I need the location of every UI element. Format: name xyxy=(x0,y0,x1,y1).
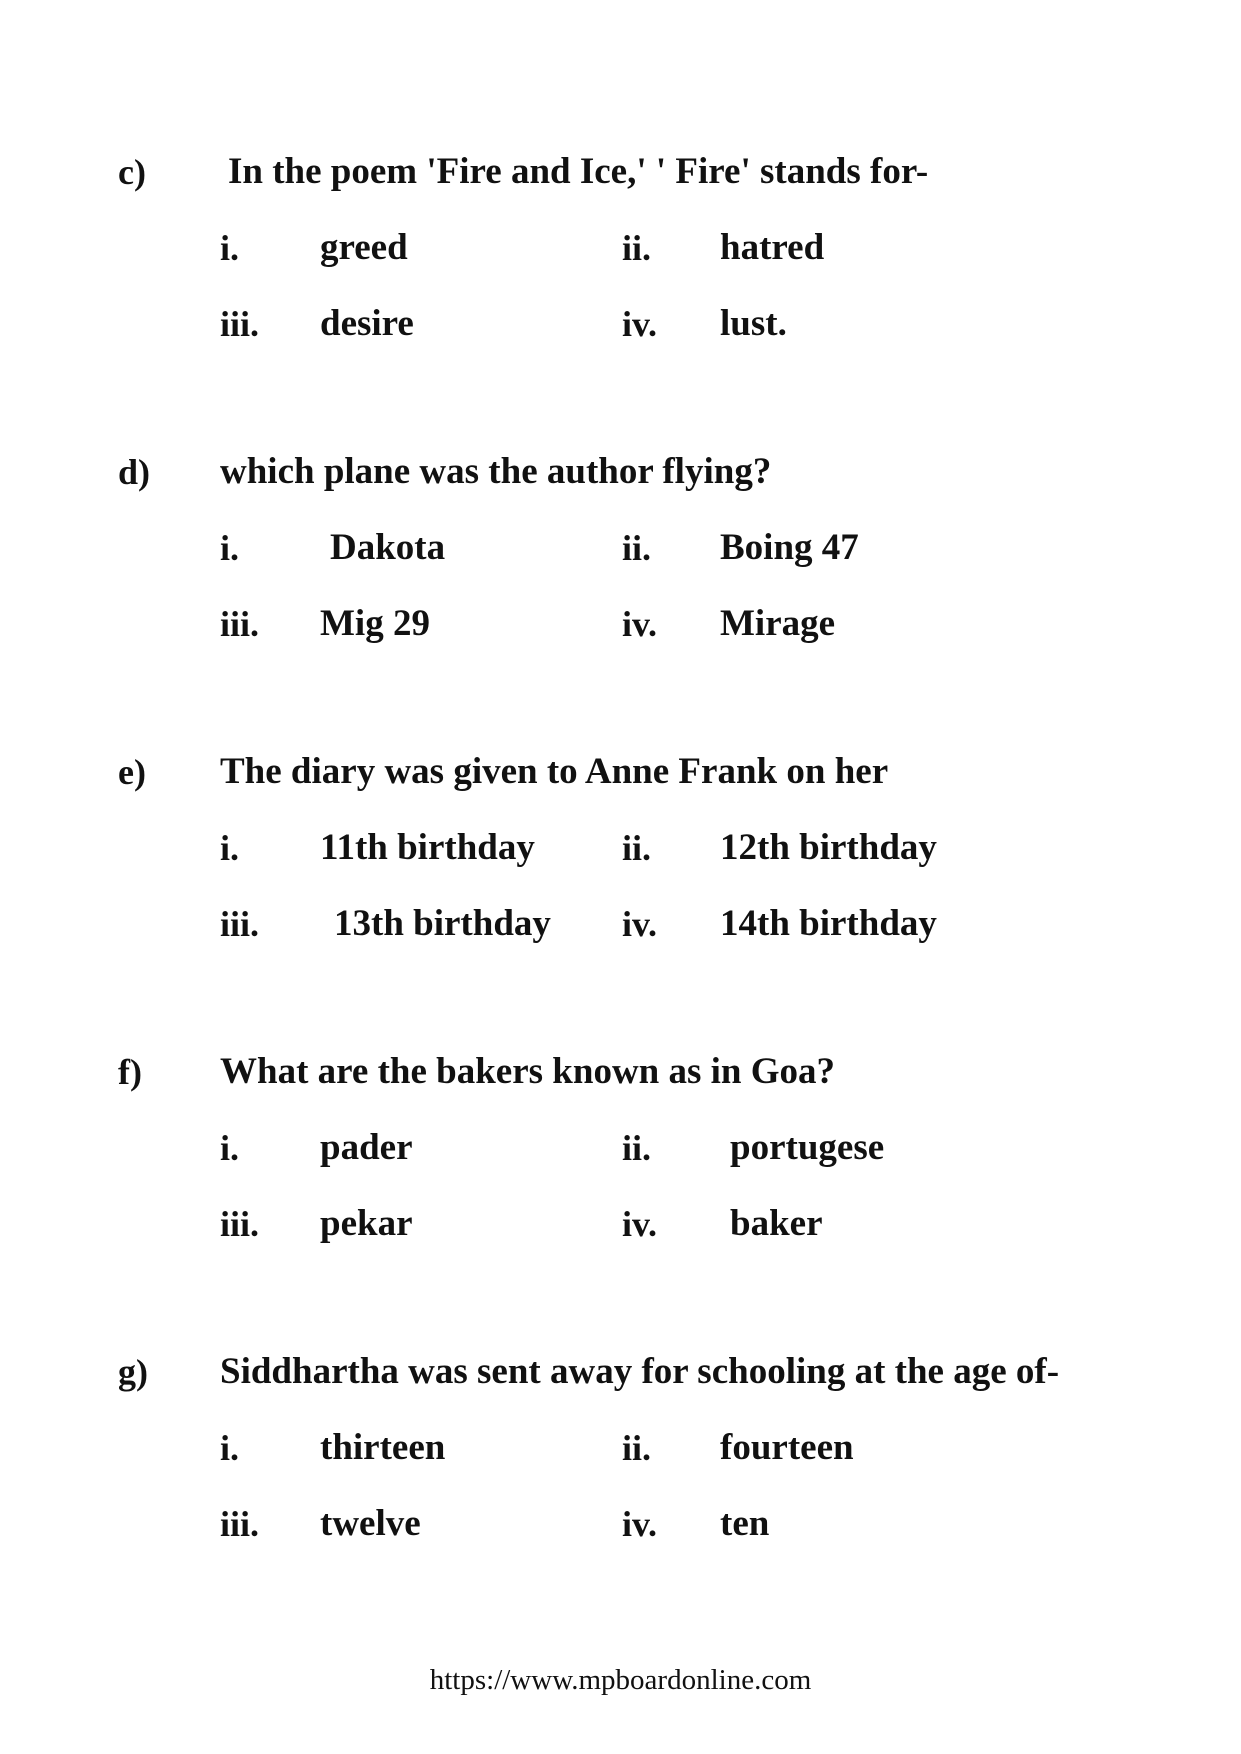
option-number: i. xyxy=(220,528,240,568)
option-text: fourteen xyxy=(720,1427,854,1468)
option-number: iv. xyxy=(622,904,658,944)
option-number: iii. xyxy=(220,904,260,944)
option-number: iii. xyxy=(220,1204,260,1244)
question-e xyxy=(0,750,1241,1010)
option-number: iv. xyxy=(622,604,658,644)
option-text: hatred xyxy=(720,227,825,268)
question-label: d) xyxy=(118,452,151,492)
question-label: f) xyxy=(118,1052,142,1092)
option-number: i. xyxy=(220,828,240,868)
option-number: ii. xyxy=(622,828,652,868)
option-number: iv. xyxy=(622,304,658,344)
option-number: iv. xyxy=(622,1504,658,1544)
option-text: Mig 29 xyxy=(320,603,430,644)
option-number: ii. xyxy=(622,1128,652,1168)
option-text: thirteen xyxy=(320,1427,446,1468)
question-text: In the poem 'Fire and Ice,' ' Fire' stands for- xyxy=(228,151,929,192)
option-text: ten xyxy=(720,1503,770,1544)
question-text: What are the bakers known as in Goa? xyxy=(220,1051,836,1092)
footer-url: https://www.mpboardonline.com xyxy=(429,1664,812,1696)
option-number: i. xyxy=(220,1428,240,1468)
question-label: g) xyxy=(118,1352,148,1392)
option-number: ii. xyxy=(622,228,652,268)
option-number: i. xyxy=(220,228,240,268)
option-text: lust. xyxy=(720,303,787,344)
question-text: The diary was given to Anne Frank on her xyxy=(220,751,889,792)
question-d xyxy=(0,450,1241,710)
option-number: i. xyxy=(220,1128,240,1168)
option-number: iv. xyxy=(622,1204,658,1244)
option-text: pekar xyxy=(320,1203,413,1244)
question-c xyxy=(0,150,1241,410)
question-label: c) xyxy=(118,152,146,192)
option-text: pader xyxy=(320,1127,413,1168)
option-number: ii. xyxy=(622,1428,652,1468)
option-number: iii. xyxy=(220,304,260,344)
option-text: greed xyxy=(320,227,408,268)
option-text: 13th birthday xyxy=(334,903,551,944)
option-text: portugese xyxy=(730,1127,885,1168)
question-label: e) xyxy=(118,752,146,792)
option-number: ii. xyxy=(622,528,652,568)
option-text: baker xyxy=(730,1203,823,1244)
question-text: Siddhartha was sent away for schooling at the age of- xyxy=(220,1351,1060,1392)
option-text: twelve xyxy=(320,1503,421,1544)
question-g xyxy=(0,1350,1241,1610)
option-text: desire xyxy=(320,303,414,344)
question-f xyxy=(0,1050,1241,1310)
option-number: iii. xyxy=(220,604,260,644)
option-text: Boing 47 xyxy=(720,527,859,568)
option-text: 14th birthday xyxy=(720,903,937,944)
option-text: 11th birthday xyxy=(320,827,535,868)
option-text: Mirage xyxy=(720,603,836,644)
question-text: which plane was the author flying? xyxy=(220,451,772,492)
option-number: iii. xyxy=(220,1504,260,1544)
option-text: 12th birthday xyxy=(720,827,937,868)
option-text: Dakota xyxy=(330,527,446,568)
